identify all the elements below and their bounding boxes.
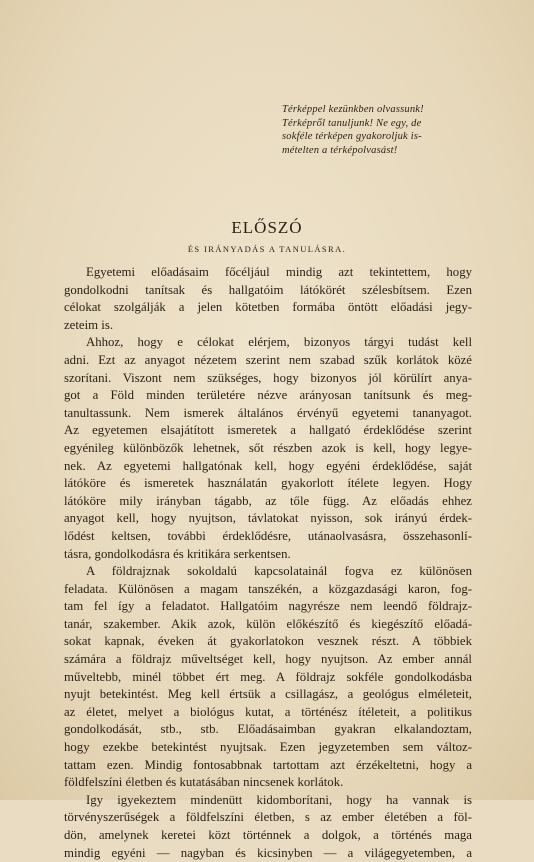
text-line: A földrajznak sokoldalú kapcsolatainál fogva ez különösen bbox=[86, 564, 472, 579]
text-line: lődést keltsen, további érdeklődésre, utánaolvasásra, összehasonlí- bbox=[64, 528, 472, 543]
text-line: dön, amelynek keretei közt történnek a dolgok, a történés maga bbox=[64, 828, 472, 842]
text-line: Ahhoz, hogy e célokat elérjem, bizonyos tárgyi tudást kell bbox=[86, 335, 472, 350]
text-line: látóköre és ismeretek használatán gyakorlott ítélete legyen. Hogy bbox=[64, 476, 472, 491]
text-line: földfelszíni életben és kutatásában nincsenek korlátok. bbox=[64, 775, 344, 790]
epigraph-line: sokféle térképen gyakoroljuk is- bbox=[282, 131, 422, 143]
text-line: anyagot kell, hogy nyujtson, távlatokat nyisson, sok irányú érdek- bbox=[64, 511, 472, 526]
text-line: Az egyetemen elsajátított ismeretek a hallgató érdeklődése szerint bbox=[64, 423, 472, 438]
text-line: nyujt betekintést. Meg kell értsük a csillagász, a geológus elméleteit, bbox=[64, 687, 472, 702]
text-line: adni. Ezt az anyagot nézetem szerint nem szabad szűk korlátok közé bbox=[64, 352, 472, 367]
text-line: tanár, szakember. Akik azok, külön előkészítő és kiegészítő előadá- bbox=[64, 616, 472, 631]
text-line: tam fel így a feladatot. Hallgatóim nagyrésze nem leendő földrajz- bbox=[64, 599, 472, 614]
text-line: számára a földrajz műveltséget kell, hogy nyujtson. Az ember annál bbox=[64, 652, 472, 667]
epigraph-line: Térképről tanuljunk! Ne egy, de bbox=[282, 117, 422, 129]
chapter-title: ELŐSZÓ bbox=[231, 218, 303, 237]
epigraph-line: mételten a térképolvasást! bbox=[282, 144, 398, 156]
text-line: feladata. Különösen a magam tanszékén, a közgazdasági karon, fog- bbox=[64, 581, 472, 596]
text-line: látóköre mily irányban tágabb, az tőle függ. Az előadás ehhez bbox=[64, 493, 472, 508]
text-line: zeteim is. bbox=[64, 317, 114, 332]
text-line: got a Föld minden területére nézve arányosan tanítsunk és meg- bbox=[64, 388, 472, 403]
text-line: Egyetemi előadásaim főcéljául mindig azt tekintettem, hogy bbox=[86, 265, 472, 279]
text-line: célokat szolgálják a jelen kötetben formába öntött előadási jegy- bbox=[64, 300, 472, 315]
epigraph-line: Térképpel kezünkben olvassunk! bbox=[282, 104, 424, 115]
epigraph bbox=[282, 103, 482, 157]
body-text bbox=[64, 264, 472, 862]
text-line: tásra, gondolkodásra és kritikára serkentsen. bbox=[64, 546, 291, 561]
text-line: gondolkodását, stb., stb. Előadásaimban gyakran elkalandoztam, bbox=[64, 722, 472, 737]
text-line: sokat kapnak, éveken át gyakorlatokon vesznek részt. A többiek bbox=[64, 634, 472, 649]
text-line: egyénileg különbözők lehetnek, sőt részben azok is kell, hogy legye- bbox=[64, 440, 472, 455]
text-line: tanultassunk. Nem ismerek általános érvényű egyetemi tananyagot. bbox=[64, 405, 472, 420]
text-line: tattam ezen. Mindig fontosabbnak tartottam azt érzékeltetni, hogy a bbox=[64, 757, 472, 772]
chapter-subtitle: ÉS IRÁNYADÁS A TANULÁSRA. bbox=[187, 244, 347, 254]
text-line: hogy ezekbe betekintést nyujtsak. Ezen jegyzetemben sem változ- bbox=[64, 740, 472, 755]
text-line: gondolkodni tanítsak és hallgatóim látókörét szélesbítsem. Ezen bbox=[64, 282, 472, 297]
text-line: műveltebb, minél többet ért meg. A földrajz sokféle gondolkodásba bbox=[64, 669, 472, 684]
text-line: szorítani. Viszont nem szükséges, hogy bizonyos jól körülírt anya- bbox=[64, 370, 472, 385]
text-line: Igy igyekeztem mindenütt kidomborítani, hogy ha vannak is bbox=[86, 792, 472, 807]
text-line: nek. Az egyetemi hallgatónak kell, hogy egyéni érdeklődése, saját bbox=[64, 458, 472, 473]
text-line: törvényszerűségek a földfelszíni életben, s az ember életében a föl- bbox=[64, 810, 472, 825]
text-line: az életet, melyet a biológus kutat, a történész ítéleteit, a politikus bbox=[64, 704, 472, 719]
text-line: mindig egyéni — nagyban és kicsinyben — a világegyetemben, a bbox=[64, 845, 472, 860]
